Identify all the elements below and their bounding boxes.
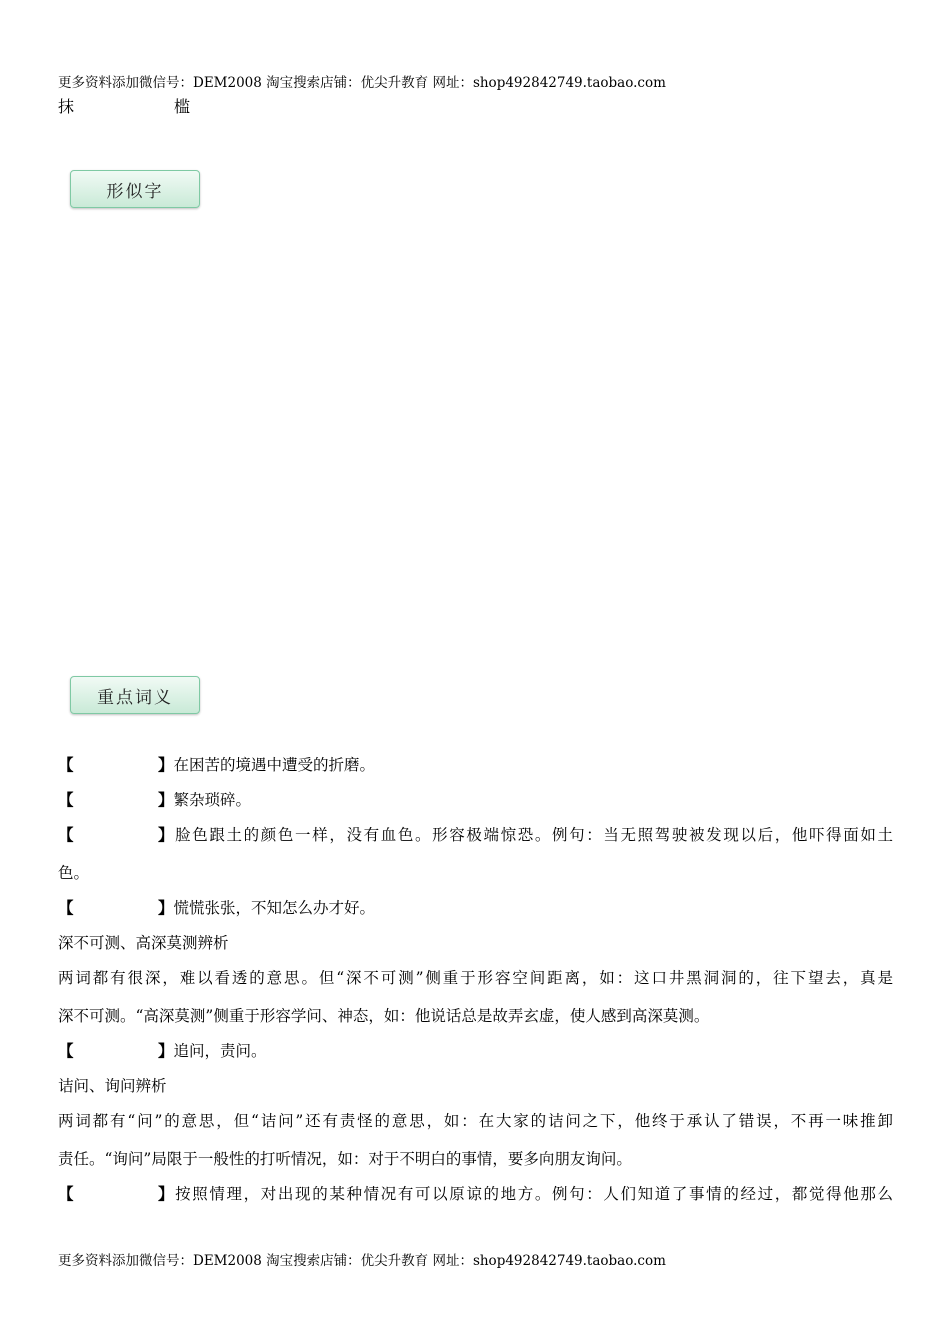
entry-definition: 脸色跟土的颜色一样，没有血色。形容极端惊恐。例句：当无照驾驶被发现以后，他吓得面如土 [173, 826, 893, 844]
analysis-title: 诘问、询问辨析 [58, 1077, 167, 1095]
analysis-paragraph-continuation: 责任。“询问”局限于一般性的打听情况，如：对于不明白的事情，要多向朋友询问。 [58, 1150, 632, 1168]
entry-row [58, 1039, 267, 1061]
entry-continuation: 色。 [58, 864, 90, 882]
similar-char-2: 槛 [174, 97, 191, 116]
bracket-close: 】 [158, 755, 174, 774]
bracket-close: 】 [158, 790, 174, 809]
page-header: 更多资料添加微信号：DEM2008 淘宝搜索店铺：优尖升教育 网址：shop492842749.taobao.com [58, 75, 666, 91]
entry-row [58, 896, 375, 918]
entry-definition: 慌慌张张，不知怎么办才好。 [173, 899, 376, 917]
entry-definition: 在困苦的境遇中遭受的折磨。 [173, 756, 376, 774]
similar-char-1: 抹 [58, 97, 75, 116]
analysis-paragraph: 两词都有很深，难以看透的意思。但“深不可测”侧重于形容空间距离，如：这口井黑洞洞的，往下望去，真是 [58, 969, 893, 987]
bracket-open: 【 [58, 790, 74, 809]
analysis-title: 深不可测、高深莫测辨析 [58, 934, 229, 952]
bracket-open: 【 [58, 755, 74, 774]
entry-definition: 按照情理，对出现的某种情况有可以原谅的地方。例句：人们知道了事情的经过，都觉得他那么 [173, 1185, 893, 1203]
bracket-open: 【 [58, 825, 74, 844]
bracket-open: 【 [58, 1041, 74, 1060]
entry-row [58, 1182, 893, 1204]
bracket-open: 【 [58, 1184, 74, 1203]
bracket-open: 【 [58, 898, 74, 917]
bracket-close: 】 [158, 825, 174, 844]
entry-row [58, 753, 375, 775]
page-footer: 更多资料添加微信号：DEM2008 淘宝搜索店铺：优尖升教育 网址：shop492842749.taobao.com [58, 1253, 666, 1269]
bracket-close: 】 [158, 1041, 174, 1060]
entry-row [58, 788, 251, 810]
section-tag-key-words: 重点词义 [70, 676, 200, 714]
analysis-paragraph-continuation: 深不可测。“高深莫测”侧重于形容学问、神态，如：他说话总是故弄玄虚，使人感到高深莫测。 [58, 1007, 710, 1025]
entry-definition: 繁杂琐碎。 [173, 791, 252, 809]
entry-definition: 追问，责问。 [173, 1042, 267, 1060]
bracket-close: 】 [158, 1184, 174, 1203]
entry-row [58, 823, 893, 845]
section-tag-similar-chars: 形似字 [70, 170, 200, 208]
bracket-close: 】 [158, 898, 174, 917]
analysis-paragraph: 两词都有“问”的意思，但“诘问”还有责怪的意思，如：在大家的诘问之下，他终于承认了错误，不再一味推卸 [58, 1112, 893, 1130]
